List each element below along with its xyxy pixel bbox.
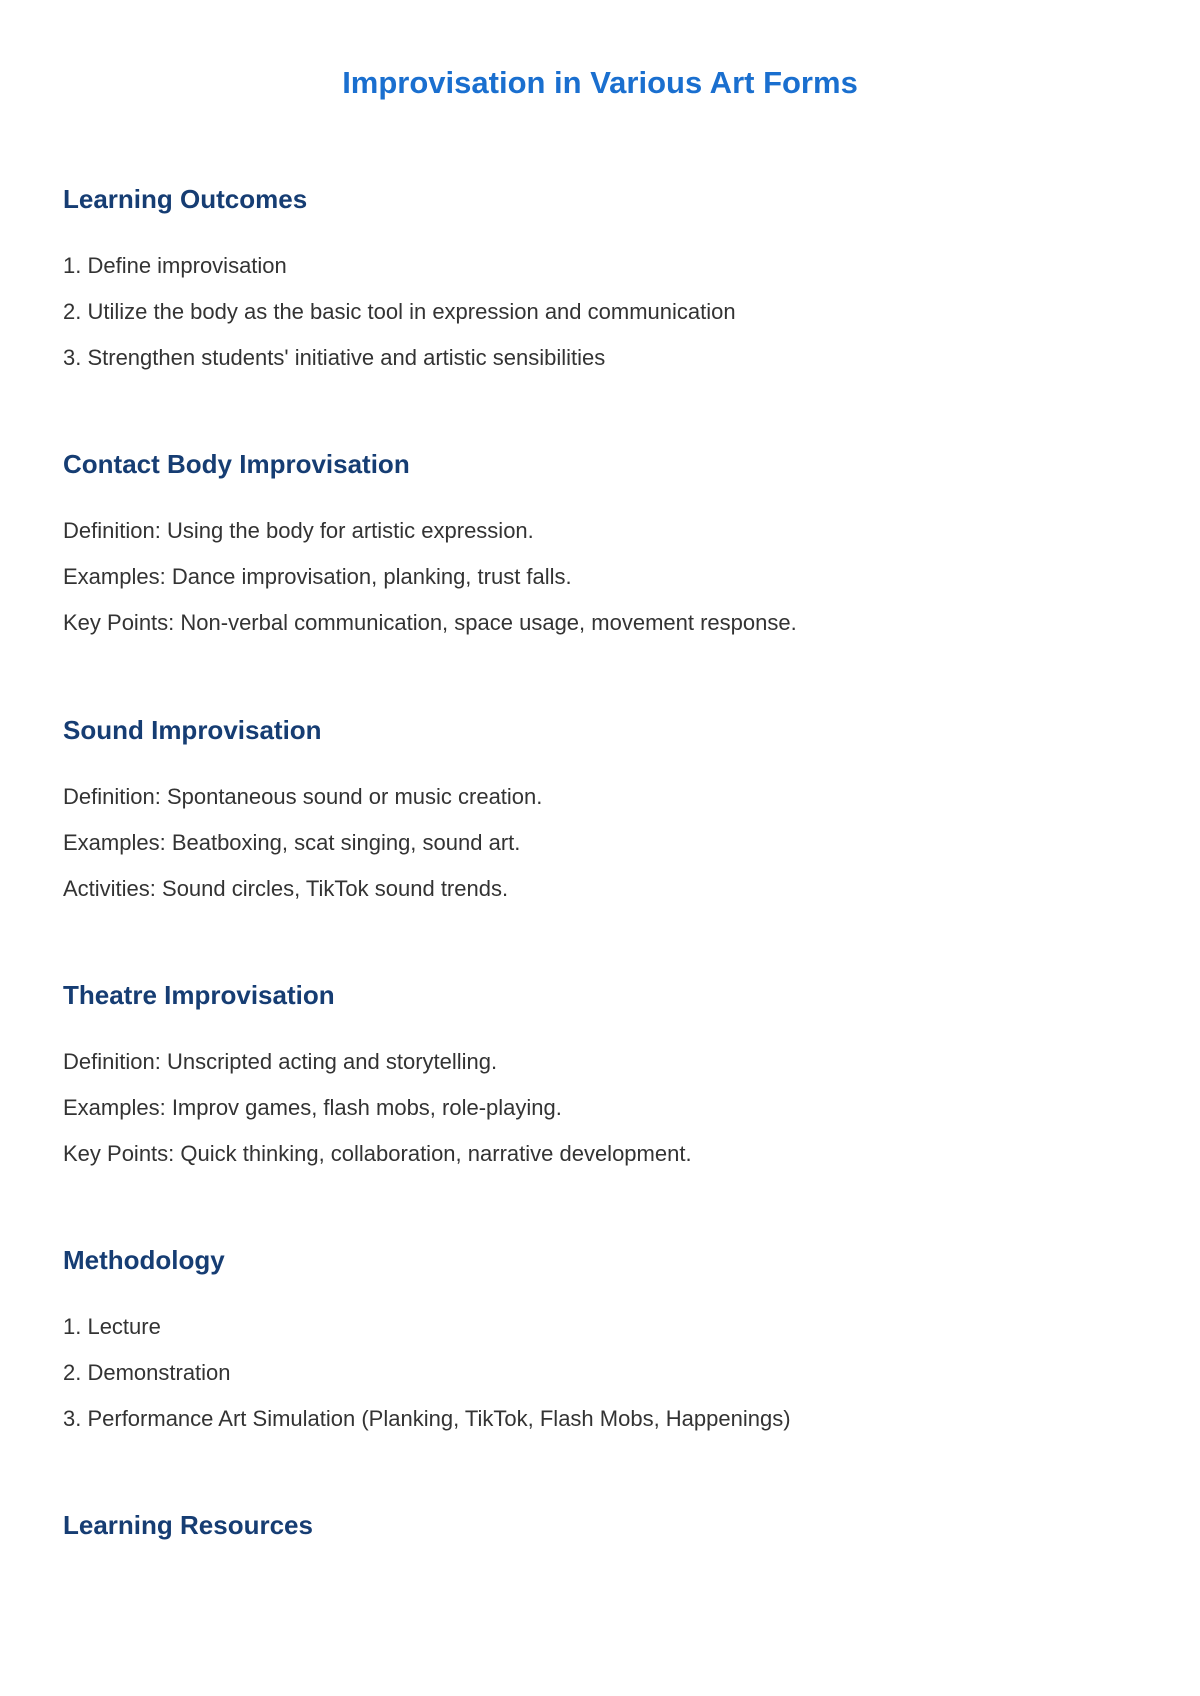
section-heading: Contact Body Improvisation xyxy=(63,449,410,479)
section-learning-outcomes xyxy=(63,182,1143,389)
list-item: 2. Utilize the body as the basic tool in expression and communication xyxy=(63,299,736,324)
section-lines xyxy=(63,1047,1143,1169)
list-item: Definition: Using the body for artistic expression. xyxy=(63,518,534,543)
document-title: Improvisation in Various Art Forms xyxy=(342,65,858,100)
list-item: 1. Define improvisation xyxy=(63,253,287,278)
section-methodology xyxy=(63,1243,1143,1450)
list-item: Key Points: Non-verbal communication, space usage, movement response. xyxy=(63,610,797,635)
section-theatre-improvisation xyxy=(63,978,1143,1185)
section-lines xyxy=(63,1312,1143,1434)
list-item: Key Points: Quick thinking, collaboration, narrative development. xyxy=(63,1141,692,1166)
list-item: Examples: Improv games, flash mobs, role-playing. xyxy=(63,1095,562,1120)
list-item: 3. Strengthen students' initiative and artistic sensibilities xyxy=(63,345,606,370)
list-item: Activities: Sound circles, TikTok sound trends. xyxy=(63,876,509,901)
list-item: Examples: Beatboxing, scat singing, sound art. xyxy=(63,830,521,855)
section-heading: Theatre Improvisation xyxy=(63,980,335,1010)
section-lines xyxy=(63,251,1143,373)
section-sound-improvisation xyxy=(63,713,1143,920)
section-contact-body-improvisation xyxy=(63,447,1143,654)
list-item: Definition: Unscripted acting and storytelling. xyxy=(63,1049,498,1074)
section-heading: Sound Improvisation xyxy=(63,715,322,745)
list-item: Definition: Spontaneous sound or music creation. xyxy=(63,784,543,809)
section-lines xyxy=(63,782,1143,904)
section-lines xyxy=(63,516,1143,638)
section-heading: Methodology xyxy=(63,1245,225,1275)
list-item: Examples: Dance improvisation, planking, trust falls. xyxy=(63,564,572,589)
section-heading: Learning Outcomes xyxy=(63,184,308,214)
section-learning-resources xyxy=(63,1508,1143,1542)
list-item: 3. Performance Art Simulation (Planking, TikTok, Flash Mobs, Happenings) xyxy=(63,1406,791,1431)
section-heading: Learning Resources xyxy=(63,1510,313,1540)
list-item: 1. Lecture xyxy=(63,1314,161,1339)
list-item: 2. Demonstration xyxy=(63,1360,231,1385)
